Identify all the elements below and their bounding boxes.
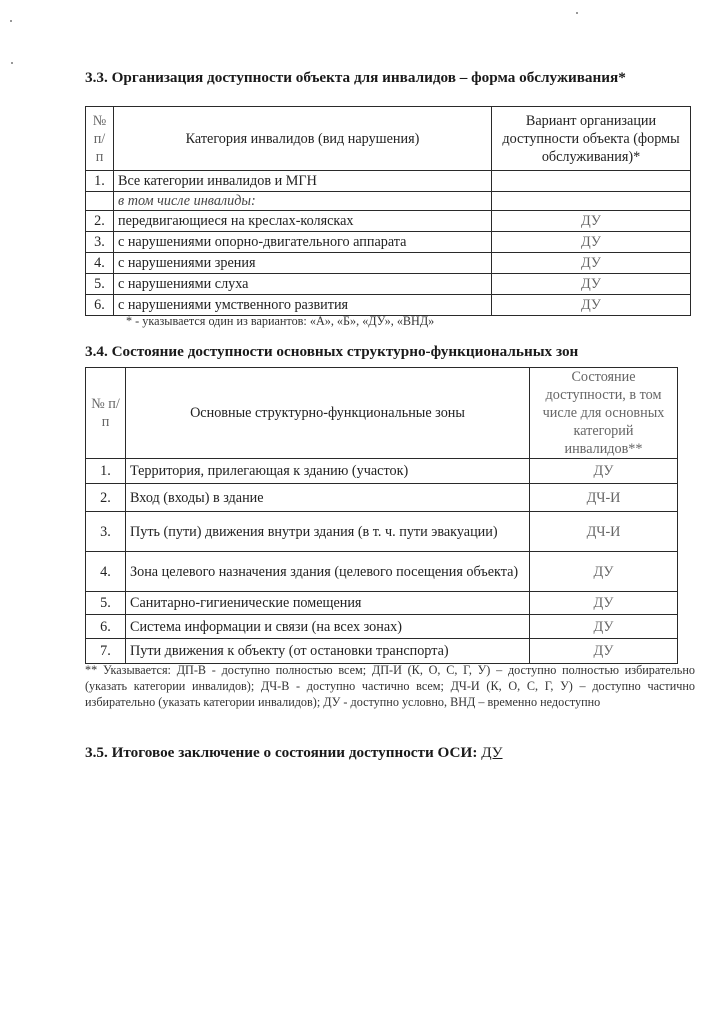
header-accessibility: Состояние доступности, в том числе для основных категорий инвалидов** (530, 368, 678, 459)
row-zone: Зона целевого назначения здания (целевого посещения объекта) (126, 552, 530, 592)
row-number: 6. (86, 615, 126, 639)
header-number: № п/п (86, 368, 126, 459)
row-value: ДУ (530, 639, 678, 664)
row-number: 6. (86, 295, 114, 316)
row-value: ДЧ-И (530, 512, 678, 552)
section-3-3-footnote: * - указывается один из вариантов: «А», «Б», «ДУ», «ВНД» (126, 314, 435, 328)
service-form-table (85, 106, 691, 316)
section-3-4-title: 3.4. Состояние доступности основных структурно-функциональных зон (85, 343, 579, 360)
section-3-4-footnote: ** Указывается: ДП-В - доступно полностью всем; ДП-И (К, О, С, Г, У) – доступно полностью избирательно (указать категории инвалидов); ДЧ-В - доступно частично всем; ДЧ-И (К, О, С, Г, У) – доступно частично избирательно (указать категории инвалидов); ДУ - доступно условно, ВНД – временно недоступно (85, 663, 695, 709)
section-3-5-value: ДУ (481, 744, 503, 761)
table-header-row (86, 107, 691, 171)
row-category: с нарушениями опорно-двигательного аппарата (114, 232, 492, 253)
section-3-5-conclusion (85, 743, 675, 762)
row-number: 2. (86, 211, 114, 232)
row-value: ДУ (492, 295, 691, 316)
table-row (86, 552, 678, 592)
table-row (86, 253, 691, 274)
row-value: ДУ (492, 253, 691, 274)
table-row (86, 459, 678, 484)
table-row (86, 274, 691, 295)
table-row (86, 592, 678, 615)
table-row (86, 211, 691, 232)
section-3-3-title: 3.3. Организация доступности объекта для инвалидов – форма обслуживания* (85, 69, 626, 86)
row-value: ДЧ-И (530, 484, 678, 512)
row-value: ДУ (492, 211, 691, 232)
row-value: ДУ (530, 592, 678, 615)
row-value: ДУ (492, 232, 691, 253)
table-row (86, 192, 691, 211)
row-number: 1. (86, 171, 114, 192)
row-number: 3. (86, 232, 114, 253)
table-row (86, 484, 678, 512)
row-number: 4. (86, 253, 114, 274)
row-number: 3. (86, 512, 126, 552)
row-category: с нарушениями зрения (114, 253, 492, 274)
header-number: № п/п (86, 107, 114, 171)
row-number: 7. (86, 639, 126, 664)
row-value (492, 171, 691, 192)
scan-speck (576, 12, 578, 14)
table-row (86, 232, 691, 253)
row-zone: Система информации и связи (на всех зонах) (126, 615, 530, 639)
row-number: 1. (86, 459, 126, 484)
row-value (492, 192, 691, 211)
row-zone: Пути движения к объекту (от остановки транспорта) (126, 639, 530, 664)
row-value: ДУ (492, 274, 691, 295)
header-zone: Основные структурно-функциональные зоны (126, 368, 530, 459)
row-number: 5. (86, 592, 126, 615)
row-zone: Путь (пути) движения внутри здания (в т. ч. пути эвакуации) (126, 512, 530, 552)
header-category: Категория инвалидов (вид нарушения) (114, 107, 492, 171)
header-service-form: Вариант организации доступности объекта (формы обслуживания)* (492, 107, 691, 171)
row-category: передвигающиеся на креслах-колясках (114, 211, 492, 232)
table-row (86, 171, 691, 192)
row-number: 4. (86, 552, 126, 592)
row-value: ДУ (530, 552, 678, 592)
row-zone: Вход (входы) в здание (126, 484, 530, 512)
table-row (86, 615, 678, 639)
row-zone: Санитарно-гигиенические помещения (126, 592, 530, 615)
row-category: Все категории инвалидов и МГН (114, 171, 492, 192)
row-category: в том числе инвалиды: (114, 192, 492, 211)
table-row (86, 512, 678, 552)
scan-speck (11, 62, 13, 64)
row-category: с нарушениями умственного развития (114, 295, 492, 316)
table-header-row (86, 368, 678, 459)
row-value: ДУ (530, 459, 678, 484)
row-number: 2. (86, 484, 126, 512)
row-number: 5. (86, 274, 114, 295)
row-zone: Территория, прилегающая к зданию (участок) (126, 459, 530, 484)
row-value: ДУ (530, 615, 678, 639)
functional-zones-table (85, 367, 678, 664)
section-3-5-title: 3.5. Итоговое заключение о состоянии доступности ОСИ: (85, 744, 478, 761)
scan-speck (10, 20, 12, 22)
row-category: с нарушениями слуха (114, 274, 492, 295)
row-number (86, 192, 114, 211)
table-row (86, 639, 678, 664)
